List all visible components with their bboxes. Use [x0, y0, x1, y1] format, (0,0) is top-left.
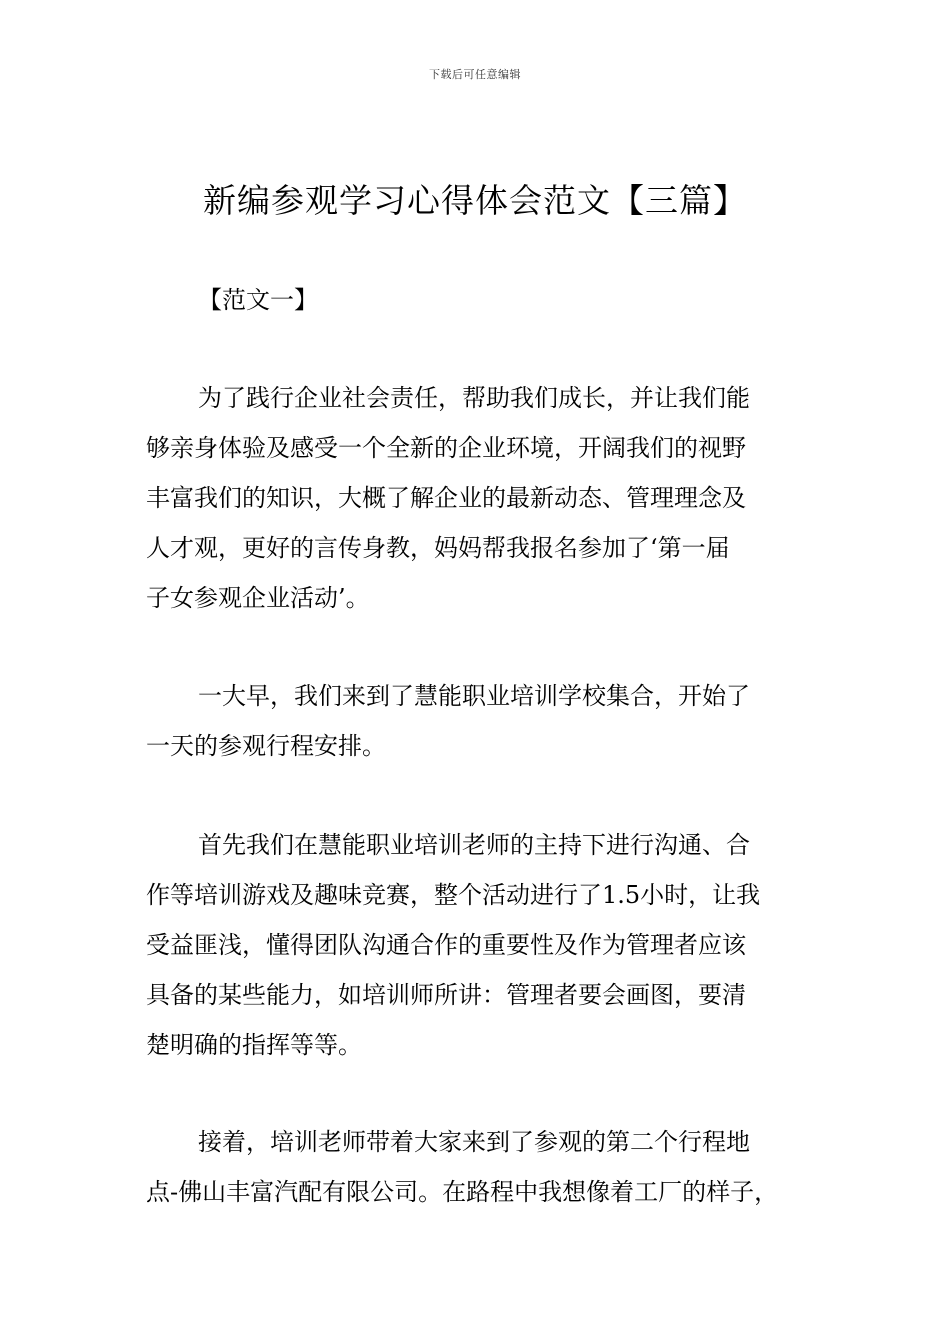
paragraph-line: 受益匪浅，懂得团队沟通合作的重要性及作为管理者应该	[146, 931, 746, 959]
section-heading: 【范文一】	[198, 286, 318, 314]
paragraph-line: 一天的参观行程安排。	[146, 732, 386, 760]
header-note: 下载后可任意编辑	[429, 68, 521, 81]
paragraph-4	[146, 1117, 818, 1217]
paragraph-2	[146, 671, 818, 771]
paragraph-line: 首先我们在慧能职业培训老师的主持下进行沟通、合	[198, 831, 750, 859]
paragraph-line: 具备的某些能力，如培训师所讲：管理者要会画图，要清	[146, 981, 746, 1009]
paragraph-line: 接着，培训老师带着大家来到了参观的第二个行程地	[198, 1128, 750, 1156]
paragraph-line: 人才观，更好的言传身教，妈妈帮我报名参加了‘第一届	[146, 534, 730, 562]
paragraph-line: 点-佛山丰富汽配有限公司。在路程中我想像着工厂的样子，	[146, 1178, 779, 1206]
paragraph-line: 够亲身体验及感受一个全新的企业环境，开阔我们的视野	[146, 434, 746, 462]
document-title: 新编参观学习心得体会范文【三篇】	[203, 181, 747, 220]
paragraph-line: 作等培训游戏及趣味竞赛，整个活动进行了1.5小时，让我	[146, 881, 761, 909]
paragraph-line: 子女参观企业活动’。	[146, 584, 370, 612]
paragraph-3	[146, 820, 818, 1070]
paragraph-line: 丰富我们的知识，大概了解企业的最新动态、管理理念及	[146, 484, 746, 512]
paragraph-line: 一大早，我们来到了慧能职业培训学校集合，开始了	[198, 682, 750, 710]
paragraph-line: 为了践行企业社会责任，帮助我们成长，并让我们能	[198, 384, 750, 412]
paragraph-1	[146, 373, 818, 623]
paragraph-line: 楚明确的指挥等等。	[146, 1031, 362, 1059]
